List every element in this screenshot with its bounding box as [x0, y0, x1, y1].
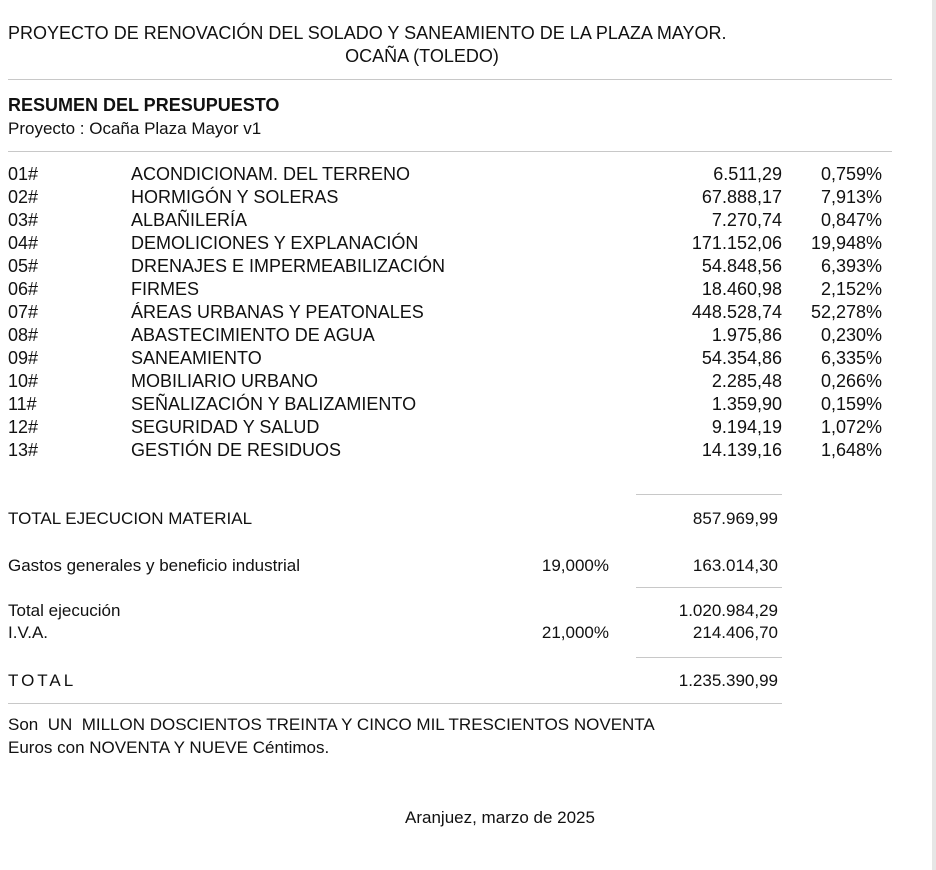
chapter-code: 05# [8, 256, 39, 276]
chapter-amount: 67.888,17 [701, 187, 782, 207]
chapter-row [0, 439, 900, 462]
chapter-name: SANEAMIENTO [131, 348, 262, 368]
chapter-percent: 0,759% [820, 164, 882, 184]
amount-in-words-line-1: Son UN MILLON DOSCIENTOS TREINTA Y CINCO MIL TRESCIENTOS NOVENTA [8, 715, 655, 734]
chapter-row [0, 416, 900, 439]
chapter-name: HORMIGÓN Y SOLERAS [131, 187, 339, 207]
chapter-percent: 7,913% [820, 187, 882, 207]
chapter-row [0, 186, 900, 209]
chapter-amount: 54.848,56 [701, 256, 782, 276]
chapter-name: MOBILIARIO URBANO [131, 371, 319, 391]
document-title [8, 22, 888, 68]
vat-label: I.V.A. [8, 623, 49, 642]
chapter-percent: 6,393% [820, 256, 882, 276]
chapter-name: ALBAÑILERÍA [131, 210, 248, 230]
chapter-code: 11# [8, 394, 37, 414]
subtotal-rule [636, 494, 782, 495]
chapter-percent: 1,072% [820, 417, 882, 437]
chapter-code: 12# [8, 417, 39, 437]
place-and-date: Aranjuez, marzo de 2025 [405, 808, 595, 827]
total-material-value: 857.969,99 [692, 509, 778, 528]
chapter-amount: 14.139,16 [701, 440, 782, 460]
chapter-row [0, 370, 900, 393]
subtotal-rule [636, 587, 782, 588]
section-divider [8, 151, 892, 152]
chapter-code: 01# [8, 164, 39, 184]
chapter-percent: 0,159% [820, 394, 882, 414]
chapter-amount: 2.285,48 [711, 371, 782, 391]
amount-in-words-line-2: Euros con NOVENTA Y NUEVE Céntimos. [8, 738, 330, 757]
chapter-row [0, 163, 900, 186]
vat-percent: 21,000% [541, 623, 609, 642]
chapter-code: 06# [8, 279, 39, 299]
grand-total-label: TOTAL [8, 671, 77, 690]
chapter-percent: 52,278% [810, 302, 882, 322]
total-execution-label: Total ejecución [8, 601, 121, 620]
chapter-name: FIRMES [131, 279, 200, 299]
chapter-code: 02# [8, 187, 39, 207]
chapter-row [0, 301, 900, 324]
chapter-name: ACONDICIONAM. DEL TERRENO [131, 164, 411, 184]
total-material-label: TOTAL EJECUCION MATERIAL [8, 509, 253, 528]
chapter-code: 10# [8, 371, 39, 391]
header-divider [8, 79, 892, 80]
chapter-amount: 448.528,74 [691, 302, 782, 322]
chapter-percent: 6,335% [820, 348, 882, 368]
chapter-amount: 1.975,86 [711, 325, 782, 345]
chapter-row [0, 324, 900, 347]
chapter-name: DRENAJES E IMPERMEABILIZACIÓN [131, 256, 446, 276]
chapter-amount: 9.194,19 [711, 417, 782, 437]
chapter-amount: 171.152,06 [691, 233, 782, 253]
chapter-name: ÁREAS URBANAS Y PEATONALES [131, 302, 424, 322]
overhead-percent: 19,000% [541, 556, 609, 575]
vat-value: 214.406,70 [692, 623, 778, 642]
chapter-name: SEÑALIZACIÓN Y BALIZAMIENTO [131, 394, 417, 414]
amount-in-words [8, 713, 655, 759]
chapter-row [0, 255, 900, 278]
chapter-amount: 7.270,74 [711, 210, 782, 230]
chapter-percent: 2,152% [820, 279, 882, 299]
title-line-1: PROYECTO DE RENOVACIÓN DEL SOLADO Y SANEAMIENTO DE LA PLAZA MAYOR. [8, 23, 727, 43]
chapter-code: 03# [8, 210, 39, 230]
chapter-name: GESTIÓN DE RESIDUOS [131, 440, 342, 460]
chapter-amount: 6.511,29 [713, 164, 782, 184]
section-heading: RESUMEN DEL PRESUPUESTO [8, 95, 280, 115]
overhead-value: 163.014,30 [692, 556, 778, 575]
chapter-row [0, 347, 900, 370]
overhead-label: Gastos generales y beneficio industrial [8, 556, 300, 575]
chapter-name: DEMOLICIONES Y EXPLANACIÓN [131, 233, 419, 253]
chapter-amount: 1.359,90 [711, 394, 782, 414]
chapter-percent: 0,266% [820, 371, 882, 391]
chapter-code: 04# [8, 233, 39, 253]
chapter-row [0, 393, 900, 416]
chapter-percent: 0,230% [820, 325, 882, 345]
page-edge-scrollbar[interactable] [932, 0, 936, 870]
project-label: Proyecto : Ocaña Plaza Mayor v1 [8, 119, 262, 138]
total-divider [8, 703, 782, 704]
chapter-amount: 54.354,86 [701, 348, 782, 368]
subtotal-rule [636, 657, 782, 658]
chapter-amount: 18.460,98 [701, 279, 782, 299]
chapter-row [0, 209, 900, 232]
chapter-code: 07# [8, 302, 39, 322]
chapter-code: 08# [8, 325, 39, 345]
chapter-percent: 19,948% [810, 233, 882, 253]
chapter-row [0, 278, 900, 301]
chapter-row [0, 232, 900, 255]
chapter-percent: 0,847% [820, 210, 882, 230]
chapter-name: SEGURIDAD Y SALUD [131, 417, 320, 437]
chapter-name: ABASTECIMIENTO DE AGUA [131, 325, 375, 345]
chapter-list [0, 163, 900, 462]
chapter-code: 09# [8, 348, 39, 368]
chapter-code: 13# [8, 440, 39, 460]
total-execution-value: 1.020.984,29 [678, 601, 778, 620]
title-line-2: OCAÑA (TOLEDO) [345, 46, 499, 66]
chapter-percent: 1,648% [820, 440, 882, 460]
grand-total-value: 1.235.390,99 [678, 671, 778, 690]
